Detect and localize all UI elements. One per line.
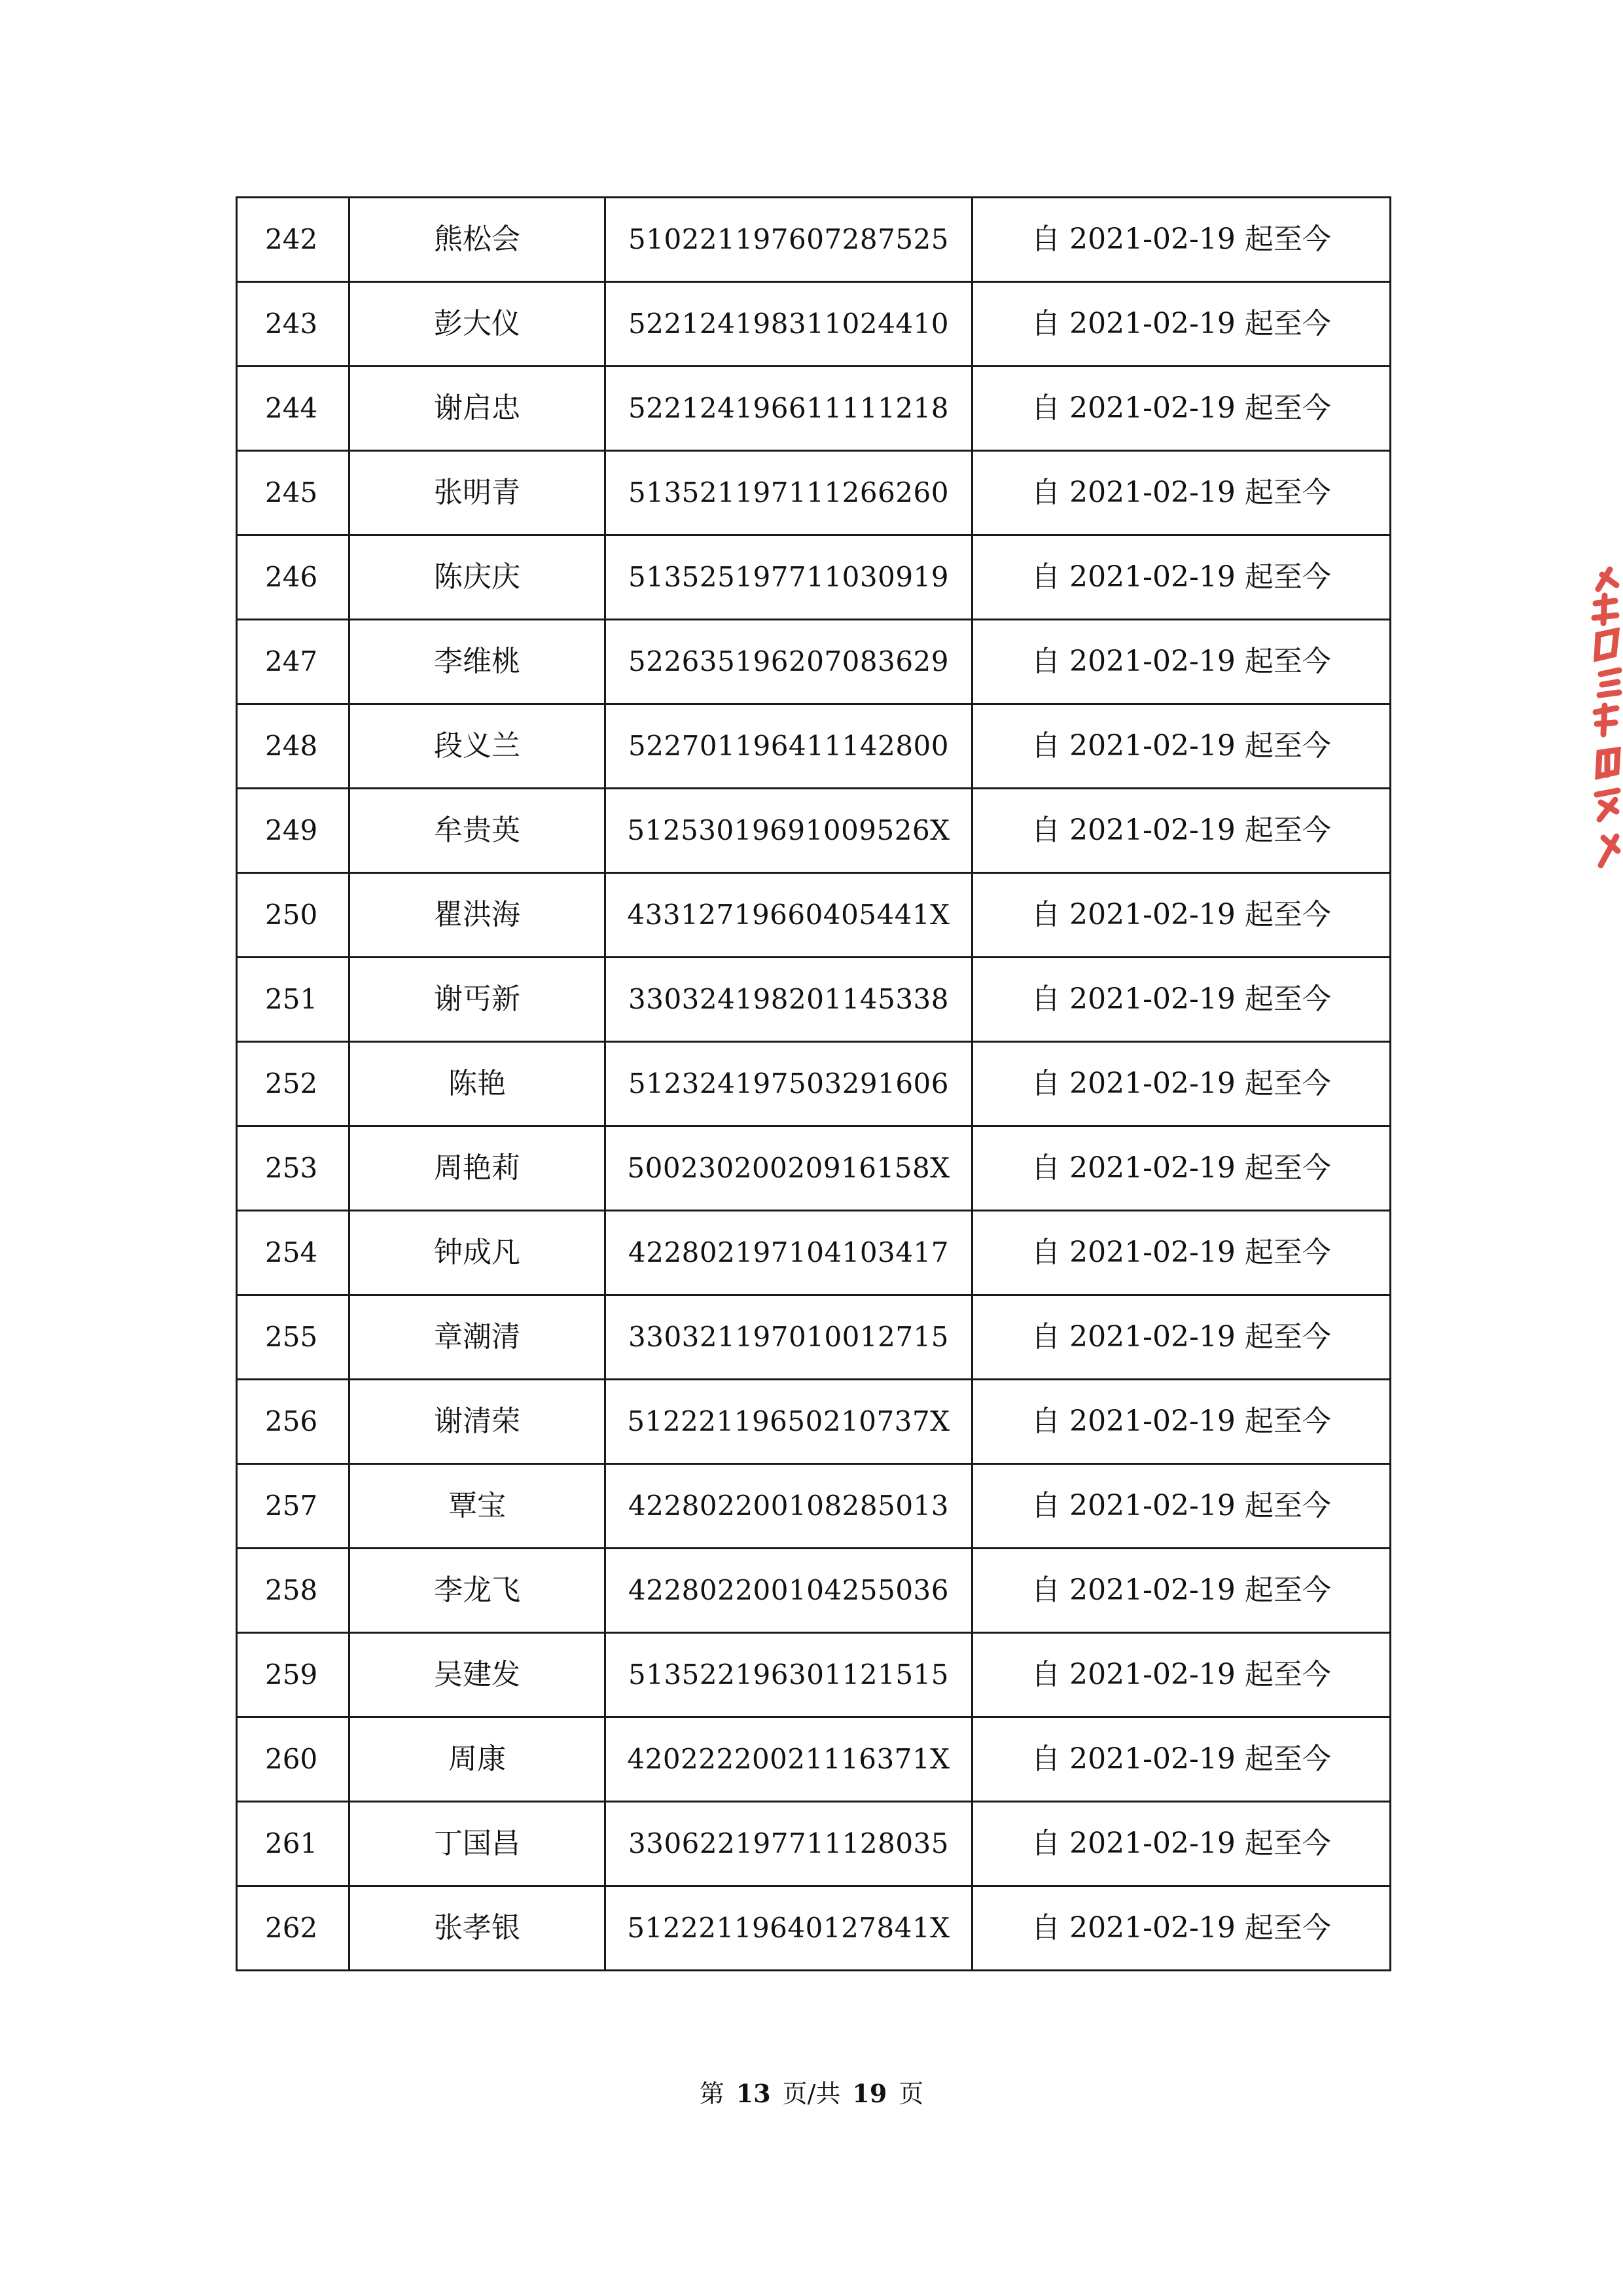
name-cell: 覃宝 (349, 1464, 605, 1549)
period-cell: 自 2021-02-19 起至今 (972, 789, 1391, 873)
name-cell: 吴建发 (349, 1633, 605, 1717)
table-row (237, 1295, 1391, 1380)
id-number-cell: 51253019691009526X (605, 789, 972, 873)
period-cell: 自 2021-02-19 起至今 (972, 1126, 1391, 1211)
table-row (237, 1633, 1391, 1717)
name-cell: 章潮清 (349, 1295, 605, 1380)
row-number-cell: 254 (237, 1211, 349, 1295)
table-row (237, 535, 1391, 620)
id-number-cell: 43312719660405441X (605, 873, 972, 958)
table-row (237, 1717, 1391, 1802)
name-cell: 熊松会 (349, 198, 605, 282)
id-number-cell: 512324197503291606 (605, 1042, 972, 1126)
id-number-cell: 513522196301121515 (605, 1633, 972, 1717)
period-cell: 自 2021-02-19 起至今 (972, 535, 1391, 620)
row-number-cell: 249 (237, 789, 349, 873)
id-number-cell: 522635196207083629 (605, 620, 972, 704)
period-cell: 自 2021-02-19 起至今 (972, 1211, 1391, 1295)
table-row (237, 1380, 1391, 1464)
name-cell: 李龙飞 (349, 1549, 605, 1633)
table-row (237, 367, 1391, 451)
table-row (237, 1549, 1391, 1633)
roster-table-body (237, 198, 1391, 1971)
roster-table (236, 196, 1391, 1971)
table-row (237, 198, 1391, 282)
id-number-cell: 510221197607287525 (605, 198, 972, 282)
id-number-cell: 50023020020916158X (605, 1126, 972, 1211)
table-row (237, 873, 1391, 958)
period-cell: 自 2021-02-19 起至今 (972, 958, 1391, 1042)
name-cell: 周艳莉 (349, 1126, 605, 1211)
name-cell: 谢清荣 (349, 1380, 605, 1464)
name-cell: 陈庆庆 (349, 535, 605, 620)
table-row (237, 1211, 1391, 1295)
id-number-cell: 51222119650210737X (605, 1380, 972, 1464)
period-cell: 自 2021-02-19 起至今 (972, 367, 1391, 451)
period-cell: 自 2021-02-19 起至今 (972, 1042, 1391, 1126)
id-number-cell: 330324198201145338 (605, 958, 972, 1042)
row-number-cell: 243 (237, 282, 349, 367)
row-number-cell: 245 (237, 451, 349, 535)
row-number-cell: 257 (237, 1464, 349, 1549)
name-cell: 谢丐新 (349, 958, 605, 1042)
row-number-cell: 246 (237, 535, 349, 620)
row-number-cell: 261 (237, 1802, 349, 1886)
name-cell: 彭大仪 (349, 282, 605, 367)
name-cell: 段义兰 (349, 704, 605, 789)
row-number-cell: 258 (237, 1549, 349, 1633)
name-cell: 张孝银 (349, 1886, 605, 1971)
period-cell: 自 2021-02-19 起至今 (972, 1886, 1391, 1971)
period-cell: 自 2021-02-19 起至今 (972, 282, 1391, 367)
row-number-cell: 252 (237, 1042, 349, 1126)
period-cell: 自 2021-02-19 起至今 (972, 1380, 1391, 1464)
table-row (237, 958, 1391, 1042)
table-row (237, 1126, 1391, 1211)
footer-prefix: 第 (699, 2079, 724, 2108)
id-number-cell: 422802200108285013 (605, 1464, 972, 1549)
name-cell: 钟成凡 (349, 1211, 605, 1295)
row-number-cell: 248 (237, 704, 349, 789)
row-number-cell: 256 (237, 1380, 349, 1464)
id-number-cell: 522124198311024410 (605, 282, 972, 367)
table-row (237, 282, 1391, 367)
row-number-cell: 253 (237, 1126, 349, 1211)
row-number-cell: 247 (237, 620, 349, 704)
table-row (237, 1886, 1391, 1971)
table-row (237, 789, 1391, 873)
period-cell: 自 2021-02-19 起至今 (972, 1633, 1391, 1717)
period-cell: 自 2021-02-19 起至今 (972, 704, 1391, 789)
period-cell: 自 2021-02-19 起至今 (972, 873, 1391, 958)
period-cell: 自 2021-02-19 起至今 (972, 1464, 1391, 1549)
page-footer (0, 2073, 1623, 2109)
period-cell: 自 2021-02-19 起至今 (972, 620, 1391, 704)
id-number-cell: 422802197104103417 (605, 1211, 972, 1295)
id-number-cell: 42022220021116371X (605, 1717, 972, 1802)
id-number-cell: 330321197010012715 (605, 1295, 972, 1380)
row-number-cell: 260 (237, 1717, 349, 1802)
footer-middle: 页/共 (782, 2079, 841, 2108)
period-cell: 自 2021-02-19 起至今 (972, 1549, 1391, 1633)
period-cell: 自 2021-02-19 起至今 (972, 198, 1391, 282)
id-number-cell: 522124196611111218 (605, 367, 972, 451)
table-row (237, 1464, 1391, 1549)
id-number-cell: 330622197711128035 (605, 1802, 972, 1886)
name-cell: 牟贵英 (349, 789, 605, 873)
id-number-cell: 522701196411142800 (605, 704, 972, 789)
seal-stamp-edge (1564, 563, 1623, 877)
name-cell: 李维桃 (349, 620, 605, 704)
row-number-cell: 244 (237, 367, 349, 451)
row-number-cell: 242 (237, 198, 349, 282)
table-row (237, 451, 1391, 535)
table-row (237, 1042, 1391, 1126)
period-cell: 自 2021-02-19 起至今 (972, 1717, 1391, 1802)
row-number-cell: 250 (237, 873, 349, 958)
id-number-cell: 513521197111266260 (605, 451, 972, 535)
id-number-cell: 422802200104255036 (605, 1549, 972, 1633)
id-number-cell: 51222119640127841X (605, 1886, 972, 1971)
name-cell: 瞿洪海 (349, 873, 605, 958)
period-cell: 自 2021-02-19 起至今 (972, 1295, 1391, 1380)
name-cell: 丁国昌 (349, 1802, 605, 1886)
row-number-cell: 255 (237, 1295, 349, 1380)
row-number-cell: 251 (237, 958, 349, 1042)
name-cell: 张明青 (349, 451, 605, 535)
period-cell: 自 2021-02-19 起至今 (972, 1802, 1391, 1886)
name-cell: 陈艳 (349, 1042, 605, 1126)
table-row (237, 1802, 1391, 1886)
row-number-cell: 262 (237, 1886, 349, 1971)
id-number-cell: 513525197711030919 (605, 535, 972, 620)
footer-total-pages: 19 (852, 2079, 887, 2108)
name-cell: 谢启忠 (349, 367, 605, 451)
table-row (237, 620, 1391, 704)
table-row (237, 704, 1391, 789)
footer-current-page: 13 (736, 2079, 771, 2108)
row-number-cell: 259 (237, 1633, 349, 1717)
name-cell: 周康 (349, 1717, 605, 1802)
period-cell: 自 2021-02-19 起至今 (972, 451, 1391, 535)
footer-suffix: 页 (899, 2079, 924, 2108)
